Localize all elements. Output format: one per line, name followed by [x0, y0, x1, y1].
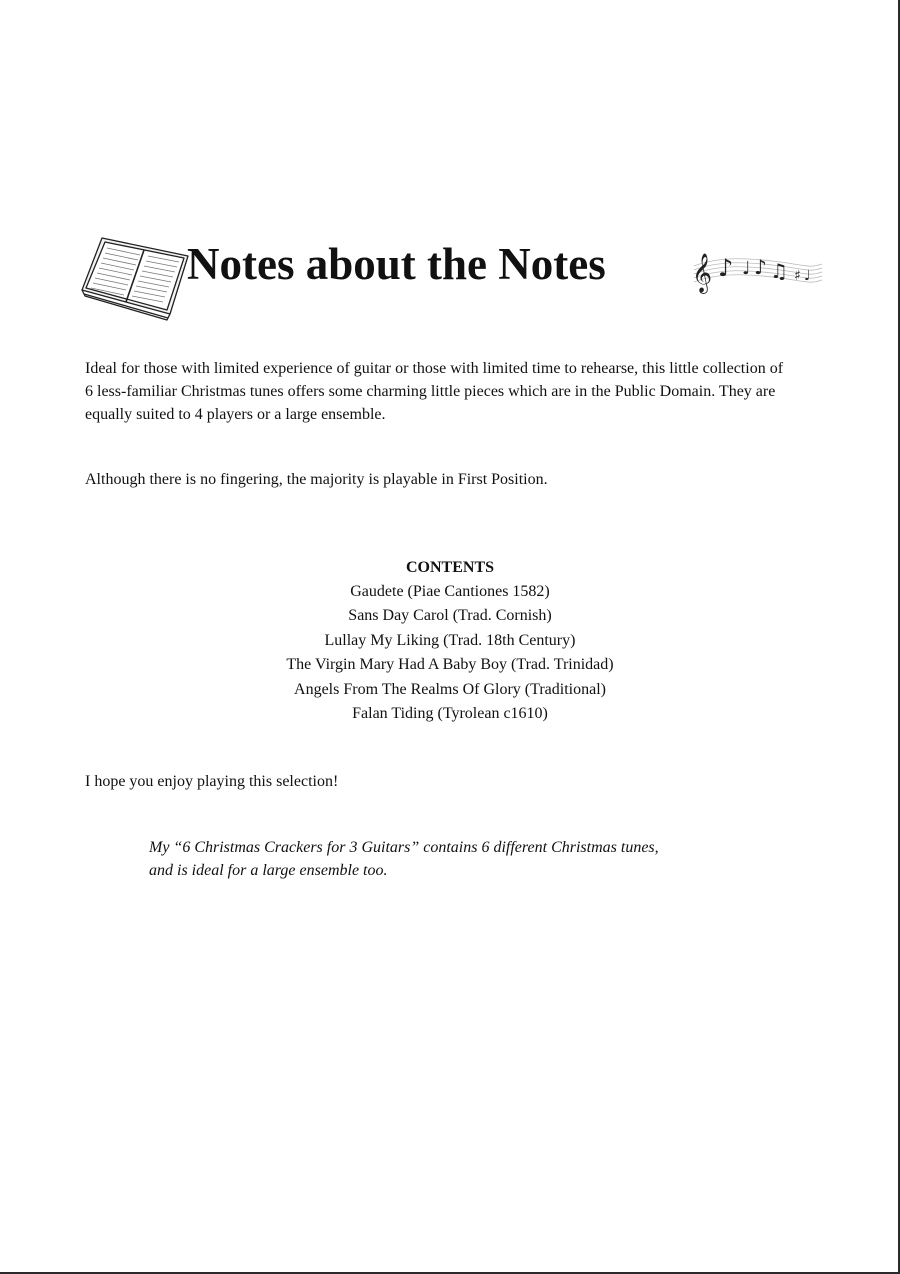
svg-text:♪: ♪ [754, 255, 767, 279]
contents-item: The Virgin Mary Had A Baby Boy (Trad. Trinidad) [286, 656, 614, 674]
svg-text:♫: ♫ [770, 259, 788, 283]
contents-list [150, 580, 750, 726]
closing-line: I hope you enjoy playing this selection! [85, 773, 339, 790]
intro-paragraph: Ideal for those with limited experience of guitar or those with limited time to rehearse, this little collection of 6 less-familiar Christmas tunes offers some charming little pieces which are in the Public Domain. They are equally suited to 4 players or a large ensemble. [85, 360, 784, 423]
contents-item: Gaudete (Piae Cantiones 1582) [350, 583, 550, 600]
page-title: Notes about the Notes [187, 239, 606, 289]
svg-text:♩: ♩ [804, 268, 811, 284]
svg-text:♯: ♯ [794, 268, 801, 284]
contents-heading: CONTENTS [405, 559, 495, 576]
svg-text:♩: ♩ [742, 258, 751, 279]
contents-item: Angels From The Realms Of Glory (Traditional) [294, 680, 606, 698]
contents-item: Lullay My Liking (Trad. 18th Century) [324, 631, 576, 649]
italic-note-line-2: and is ideal for a large ensemble too. [149, 862, 388, 879]
italic-note-line-1: My “6 Christmas Crackers for 3 Guitars” contains 6 different Christmas tunes, [149, 839, 659, 856]
contents-item: Sans Day Carol (Trad. Cornish) [348, 607, 552, 625]
fingering-paragraph: Although there is no fingering, the majority is playable in First Position. [85, 471, 548, 488]
contents-section [150, 556, 750, 726]
open-book-icon [78, 230, 190, 326]
svg-text:♪: ♪ [718, 254, 734, 282]
music-notes-icon [690, 238, 825, 294]
contents-item: Falan Tiding (Tyrolean c1610) [352, 705, 548, 723]
svg-text:𝄞: 𝄞 [692, 253, 713, 293]
italic-note [149, 836, 789, 882]
